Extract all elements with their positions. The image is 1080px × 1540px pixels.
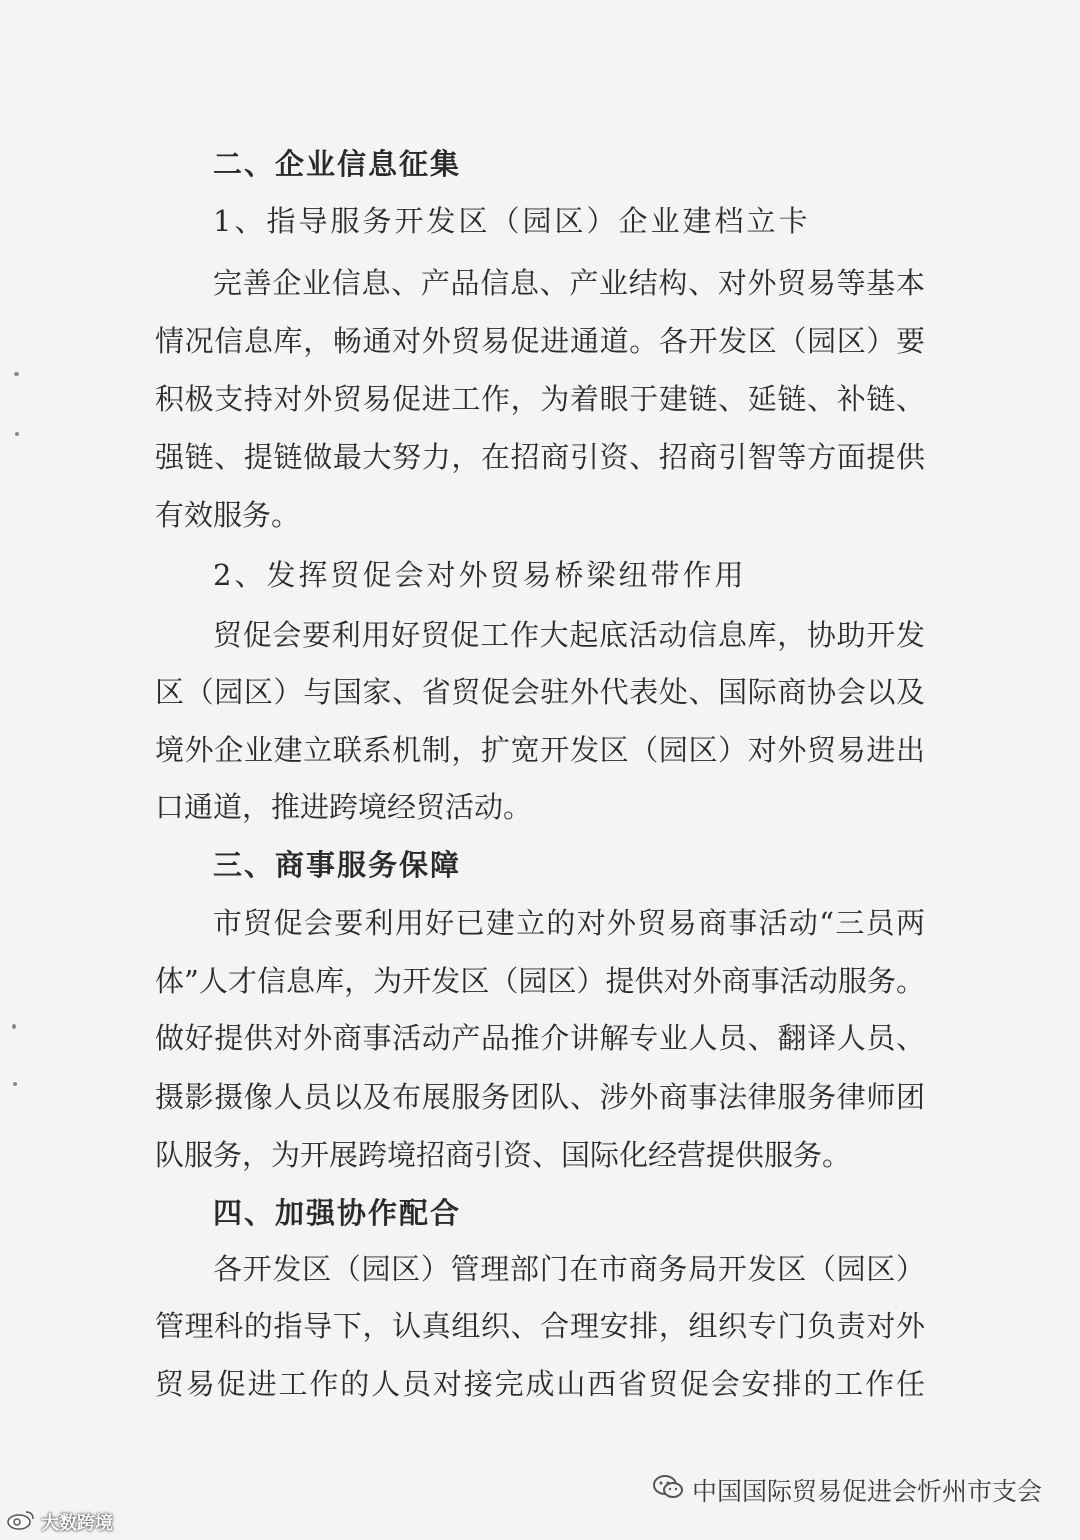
- weibo-account-name: 大数跨境: [41, 1513, 113, 1534]
- wechat-account-watermark: [652, 1470, 1042, 1510]
- paragraph-line: 贸促会要利用好贸促工作大起底活动信息库，协助开发: [213, 618, 925, 652]
- paragraph-line: 积极支持对外贸易促进工作，为着眼于建链、延链、补链、: [155, 382, 925, 416]
- paragraph-line: 做好提供对外商事活动产品推介讲解专业人员、翻译人员、: [155, 1021, 925, 1055]
- paragraph-line: 市贸促会要利用好已建立的对外贸易商事活动“三员两: [213, 906, 925, 940]
- paragraph-line: 情况信息库，畅通对外贸易促进通道。各开发区（园区）要: [155, 324, 925, 358]
- paragraph-line: 有效服务。: [155, 498, 301, 532]
- section-heading-3: 三、商事服务保障: [213, 848, 462, 882]
- section-heading-2: 二、企业信息征集: [213, 147, 462, 181]
- paragraph-line: 贸易促进工作的人员对接完成山西省贸促会安排的工作任: [155, 1367, 925, 1401]
- paragraph-line: 境外企业建立联系机制，扩宽开发区（园区）对外贸易进出: [155, 733, 925, 767]
- section-heading-4: 四、加强协作配合: [213, 1196, 462, 1230]
- wechat-icon: [652, 1473, 684, 1507]
- paragraph-line: 队服务，为开展跨境招商引资、国际化经营提供服务。: [155, 1138, 852, 1172]
- paragraph-line: 完善企业信息、产品信息、产业结构、对外贸易等基本: [213, 266, 925, 300]
- paragraph-line: 体”人才信息库，为开发区（园区）提供对外商事活动服务。: [155, 964, 925, 998]
- scan-speck: [15, 432, 19, 436]
- paragraph-line: 管理科的指导下，认真组织、合理安排，组织专门负责对外: [155, 1309, 925, 1343]
- paragraph-line: 强链、提链做最大努力，在招商引资、招商引智等方面提供: [155, 440, 925, 474]
- subsection-title-1: 1、指导服务开发区（园区）企业建档立卡: [213, 204, 811, 238]
- weibo-icon: [6, 1509, 36, 1536]
- paragraph-line: 各开发区（园区）管理部门在市商务局开发区（园区）: [213, 1252, 925, 1286]
- scan-speck: [14, 372, 19, 376]
- subsection-title-2: 2、发挥贸促会对外贸易桥梁纽带作用: [213, 558, 747, 592]
- scan-speck: [12, 1024, 16, 1029]
- paragraph-line: 口通道，推进跨境经贸活动。: [155, 790, 533, 824]
- scan-speck: [13, 1082, 17, 1086]
- weibo-watermark: [6, 1508, 113, 1536]
- paragraph-line: 区（园区）与国家、省贸促会驻外代表处、国际商协会以及: [155, 675, 925, 709]
- wechat-account-name: 中国国际贸易促进会忻州市支会: [691, 1477, 1042, 1506]
- paragraph-line: 摄影摄像人员以及布展服务团队、涉外商事法律服务律师团: [155, 1080, 925, 1114]
